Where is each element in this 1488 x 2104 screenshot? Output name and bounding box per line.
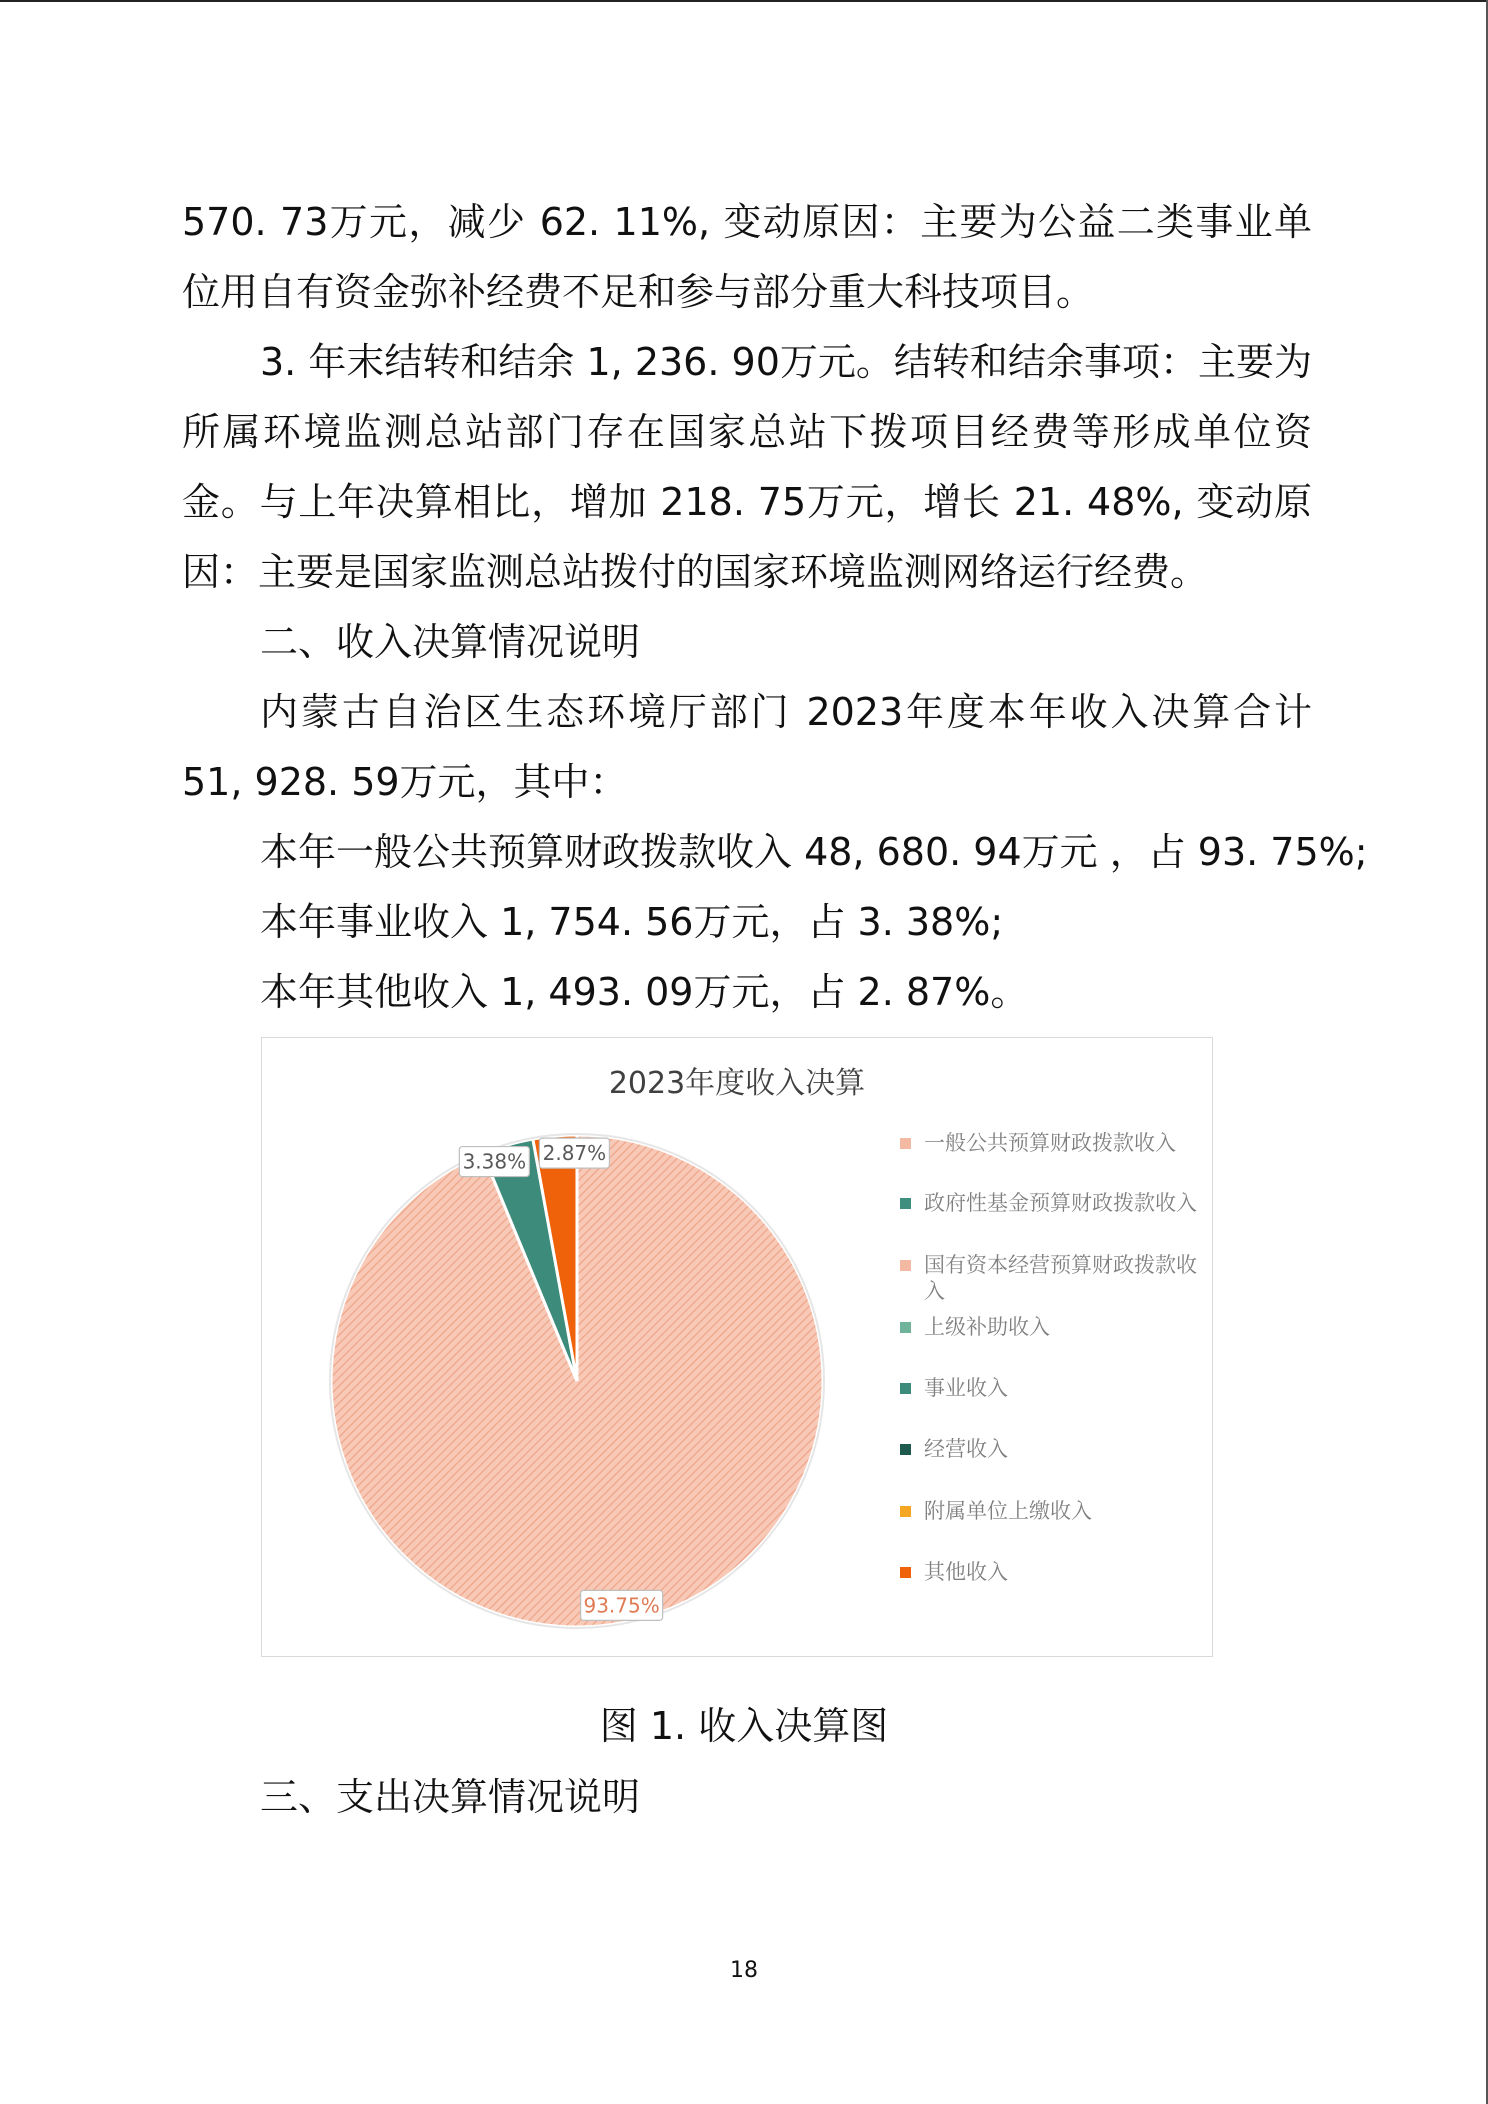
legend-swatch [900, 1322, 911, 1333]
page-number: 18 [730, 1958, 758, 1983]
legend-item-2 [900, 1252, 1200, 1304]
income-line-other: 本年其他收入 1, 493. 09万元，占 2. 87%。 [260, 970, 1029, 1014]
section-heading-income: 二、收入决算情况说明 [260, 620, 641, 664]
legend-item-5 [900, 1436, 1200, 1462]
figure-caption: 图 1. 收入决算图 [599, 1704, 889, 1748]
paragraph-change-reason: 570. 73万元，减少 62. 11%, 变动原因：主要为公益二类事业单位用自有资金弥补经费不足和参与部分重大科技项目。 [182, 200, 1312, 314]
legend-swatch [900, 1260, 911, 1271]
svg-text:93.75%: 93.75% [583, 1593, 660, 1618]
legend-item-6 [900, 1498, 1200, 1524]
legend-item-0 [900, 1130, 1200, 1156]
legend-label: 一般公共预算财政拨款收入 [924, 1131, 1176, 1155]
legend-label: 国有资本经营预算财政拨款收入 [924, 1253, 1197, 1303]
legend-swatch [900, 1198, 911, 1209]
legend-item-3 [900, 1314, 1200, 1340]
section-heading-expense: 三、支出决算情况说明 [260, 1775, 641, 1819]
legend-swatch [900, 1506, 911, 1517]
paragraph-income-total: 内蒙古自治区生态环境厅部门 2023年度本年收入决算合计 51, 928. 59万元，其中： [182, 690, 1312, 804]
legend-swatch [900, 1383, 911, 1394]
legend-swatch [900, 1444, 911, 1455]
legend-label: 事业收入 [924, 1376, 1008, 1400]
chart-title: 2023年度收入决算 [608, 1066, 866, 1101]
income-pie-chart [261, 1037, 1213, 1657]
pie-label-7 [539, 1138, 609, 1168]
pie-label-4 [459, 1147, 529, 1177]
legend-swatch [900, 1138, 911, 1149]
svg-text:3.38%: 3.38% [462, 1149, 527, 1174]
page-top-border [0, 0, 1488, 2]
svg-text:2.87%: 2.87% [542, 1141, 607, 1166]
legend-label: 附属单位上缴收入 [924, 1499, 1092, 1523]
legend-label: 政府性基金预算财政拨款收入 [924, 1191, 1197, 1215]
pie-label-0 [581, 1590, 663, 1620]
legend-label: 上级补助收入 [924, 1315, 1050, 1339]
income-line-general-budget: 本年一般公共预算财政拨款收入 48, 680. 94万元 ，占 93. 75%; [260, 830, 1368, 874]
legend-item-1 [900, 1190, 1200, 1216]
legend-label: 经营收入 [924, 1437, 1008, 1461]
legend-label: 其他收入 [924, 1560, 1008, 1584]
legend-item-7 [900, 1559, 1200, 1585]
income-line-business: 本年事业收入 1, 754. 56万元，占 3. 38%; [260, 900, 1004, 944]
legend-swatch [900, 1567, 911, 1578]
legend-item-4 [900, 1375, 1200, 1401]
paragraph-carryover: 3. 年末结转和结余 1, 236. 90万元。结转和结余事项：主要为所属环境监测总站部门存在国家总站下拨项目经费等形成单位资金。与上年决算相比，增加 218. 75万元，增长 21. 48%, 变动原因：主要是国家监测总站拨付的国家环境监测网络运行经费。 [182, 340, 1312, 594]
